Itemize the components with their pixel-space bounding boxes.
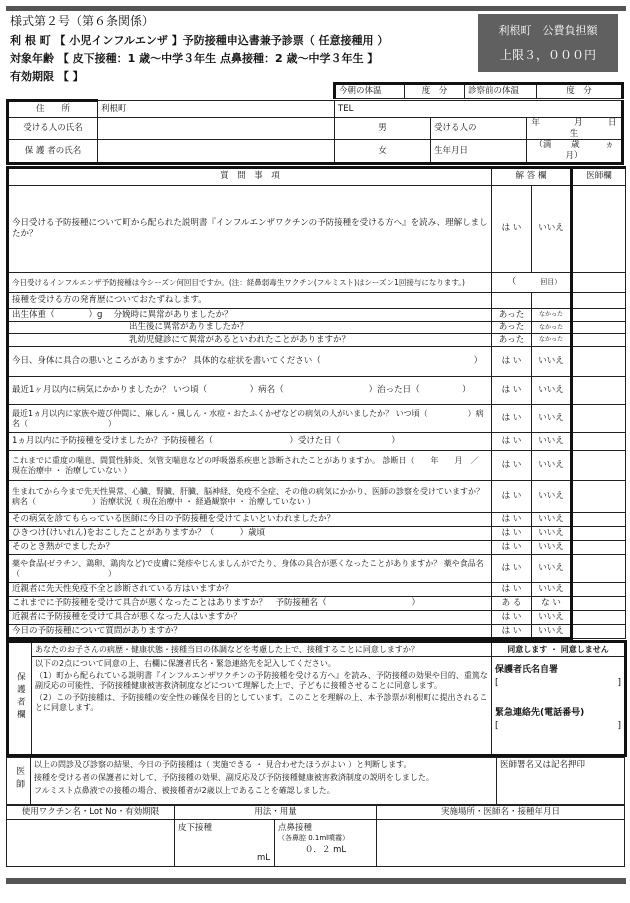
question-row xyxy=(8,527,626,541)
doctor-note-cell[interactable] xyxy=(572,273,626,293)
doctor-note-cell[interactable] xyxy=(572,541,626,555)
answer-option-a[interactable]: は い xyxy=(492,347,532,377)
emergency-contact-label: 緊急連絡先(電話番号) xyxy=(495,707,585,718)
answer-option-b[interactable]: いいえ xyxy=(532,481,572,513)
consent-answer[interactable]: 同意します ・ 同意しません xyxy=(492,642,626,657)
doctor-note-cell[interactable] xyxy=(572,309,626,322)
doctor-table xyxy=(6,757,625,805)
bottom-bar xyxy=(6,878,626,884)
question-row xyxy=(8,625,626,639)
question-text: ひきつけ(けいれん)をおこしたことがありますか？（ ）歳頃 xyxy=(8,527,492,541)
doctor-note-cell[interactable] xyxy=(572,347,626,377)
doctor-note-cell[interactable] xyxy=(572,611,626,625)
question-row xyxy=(8,377,626,405)
answer-option-b[interactable]: いいえ xyxy=(532,347,572,377)
answer-option-a[interactable]: は い xyxy=(492,611,532,625)
expiry: 有効期限 【 】 xyxy=(10,70,84,83)
guardian-table xyxy=(6,640,627,757)
guardian-label: 保 護 者の氏名 xyxy=(8,140,98,163)
question-row xyxy=(8,322,626,334)
question-text: 薬や食品(ゼラチン、鶏卵、鶏肉など)で皮膚に発疹やじんましんがでたり、身体の具合が悪くなったことがありますか？ 薬や食品名（ ） xyxy=(8,555,492,583)
answer-option-a[interactable]: は い xyxy=(492,185,532,272)
subq-ml[interactable]: mL xyxy=(256,853,270,864)
dosage-header: 用法・用量 xyxy=(175,806,377,820)
birth-day: 日生 xyxy=(569,118,617,139)
doctor-note-cell[interactable] xyxy=(572,185,626,272)
question-text: 出生体重（ ）g 分娩時に異常がありましたか？ xyxy=(8,309,492,322)
guardian-field[interactable] xyxy=(98,140,335,163)
min-label: 分 xyxy=(438,86,448,97)
answer-option-b[interactable]: いいえ xyxy=(532,185,572,272)
answer-option-a[interactable]: あった xyxy=(492,334,532,347)
question-text: 近親者に先天性免疫不全と診断されている方はいますか？ xyxy=(8,583,492,597)
question-row xyxy=(8,583,626,597)
deg-label: 度 xyxy=(421,86,431,97)
answer-option-b[interactable]: いいえ xyxy=(532,513,572,527)
question-text: 乳幼児健診にて異常があるといわれたことがありますか？ xyxy=(8,334,492,347)
doctor-header: 医師欄 xyxy=(572,168,626,186)
doctor-note-cell[interactable] xyxy=(572,481,626,513)
question-text: 生まれてから今まで先天性異常、心臓、腎臓、肝臓、脳神経、免疫不全症、その他の病気にかかり、医師の診察を受けていますか？ 病名（ ）治療状況（ 現在治療中 ・ 経過観察中 ・ 治療していない ） xyxy=(8,481,492,513)
question-row xyxy=(8,334,626,347)
question-row xyxy=(8,405,626,433)
birth-label-1: 受ける人の xyxy=(431,118,527,140)
doctor-note-cell[interactable] xyxy=(572,293,626,309)
guardian-sign-label: 保護者氏名自署 xyxy=(495,665,559,675)
address-label: 住 所 xyxy=(8,101,98,118)
doctor-judgement[interactable]: 以上の問診及び診察の結果、今日の予防接種は（ 実施できる ・ 見合わせたほうがよい ）と判断します。 xyxy=(34,760,412,769)
answer-option-b[interactable]: 回目） xyxy=(532,273,572,293)
name-field[interactable] xyxy=(98,118,335,140)
answer-option-b[interactable]: いいえ xyxy=(532,583,572,597)
answer-option-a[interactable]: あった xyxy=(492,309,532,322)
subsidy-amount: 上限３，０００円 xyxy=(499,48,596,62)
question-text: 接種を受ける方の発育歴についておたずねします。 xyxy=(8,293,492,309)
consent-question: あなたのお子さんの病歴・健康状態・接種当日の体調などを考慮した上で、接種することに同意しますか？ xyxy=(32,642,492,657)
site-field[interactable] xyxy=(377,820,625,867)
answer-option-b[interactable]: なかった xyxy=(532,309,572,322)
doctor-note-cell[interactable] xyxy=(572,334,626,347)
answer-option-b xyxy=(532,293,572,309)
answer-option-a[interactable]: は い xyxy=(492,405,532,433)
answer-option-a[interactable]: あ る xyxy=(492,597,532,611)
doctor-note-cell[interactable] xyxy=(572,451,626,481)
form-number: 様式第２号（第６条関係） xyxy=(10,14,155,28)
question-text: 今日、身体に具合の悪いところがありますか？ 具体的な症状を書いてください（ ） xyxy=(8,347,492,377)
guardian-section-label: 保護者欄 xyxy=(15,671,26,722)
question-text: 最近1ヵ月以内に家族や遊び仲間に、麻しん・風しん・水痘・おたふくかぜなどの病気の人がいましたか？ いつ頃（ ）病名（ ） xyxy=(8,405,492,433)
question-text: そのとき熱がでましたか？ xyxy=(8,541,492,555)
answer-option-b[interactable]: な い xyxy=(532,597,572,611)
answer-option-b[interactable]: いいえ xyxy=(532,625,572,639)
question-row xyxy=(8,185,626,272)
nasal-dose: ０．２ mL xyxy=(304,845,347,856)
birth-year: 年 xyxy=(531,118,540,128)
age-text: （満 歳 ヵ月） xyxy=(527,140,623,163)
questions-table xyxy=(6,166,626,640)
question-row xyxy=(8,541,626,555)
doctor-note-cell[interactable] xyxy=(572,555,626,583)
male-option[interactable]: 男 xyxy=(335,118,431,140)
min-label-2: 分 xyxy=(583,86,592,97)
answer-option-b[interactable]: いいえ xyxy=(532,377,572,405)
doctor-signature[interactable]: 医師署名又は記名押印 xyxy=(497,758,625,805)
doctor-note-cell[interactable] xyxy=(572,597,626,611)
answer-option-b[interactable]: いいえ xyxy=(532,555,572,583)
answer-option-a[interactable]: は い xyxy=(492,527,532,541)
answer-option-a[interactable]: は い xyxy=(492,481,532,513)
question-row xyxy=(8,273,626,293)
tel-label[interactable]: TEL xyxy=(335,101,623,118)
target-age: 対象年齢 【 皮下接種：1 歳～中学３年生 点鼻接種：2 歳～中学３年生 】 xyxy=(10,52,379,65)
answer-option-a[interactable]: は い xyxy=(492,625,532,639)
consent-item-1: （1）町から配られている説明書『インフルエンザワクチンの予防接種を受ける方へ』を読み、予防接種の効果や目的、重篤な副反応の可能性、予防接種健康被害救済制度などについて理解した上で、子どもに接種させることに同意します。 xyxy=(35,671,488,690)
question-row xyxy=(8,481,626,513)
question-row xyxy=(8,611,626,625)
answer-option-a[interactable]: は い xyxy=(492,541,532,555)
answer-option-b[interactable]: いいえ xyxy=(532,451,572,481)
vaccine-table xyxy=(6,805,625,867)
public-subsidy-box xyxy=(478,14,618,72)
form-title: 利 根 町 【 小児インフルエンザ 】予防接種申込書兼予診票（ 任意接種用 ） xyxy=(10,34,389,47)
consent-item-2: （2）この予防接種は、予防接種の安全性の確保を目的としています。このことを理解の上、本予診票が利根町に提出されることに同意します。 xyxy=(35,693,488,712)
doctor-note-cell[interactable] xyxy=(572,322,626,334)
temp-today-label: 今朝の体温 xyxy=(335,84,405,99)
answer-option-a[interactable]: あった xyxy=(492,322,532,334)
answer-option-b[interactable]: いいえ xyxy=(532,541,572,555)
emergency-contact-field[interactable]: [ ] xyxy=(495,720,621,731)
doctor-explained: 接種を受ける者の保護者に対して、予防接種の効果、副反応及び予防接種健康被害救済制度の説明をしました。 xyxy=(34,773,434,782)
answer-option-b[interactable]: いいえ xyxy=(532,405,572,433)
answer-option-a xyxy=(492,293,532,309)
temp-exam-label: 診察前の体温 xyxy=(465,84,537,99)
question-row xyxy=(8,293,626,309)
question-row xyxy=(8,555,626,583)
doctor-nasal-check: フルミスト点鼻液での接種の場合、被接種者が2歳以上であることを確認しました。 xyxy=(34,786,335,795)
answer-option-a[interactable]: は い xyxy=(492,451,532,481)
female-option[interactable]: 女 xyxy=(335,140,431,163)
question-row xyxy=(8,347,626,377)
question-text: その病気を診てもらっている医師に今日の予防接種を受けてよいといわれましたか？ xyxy=(8,513,492,527)
question-text: これまでに予防接種を受けて具合が悪くなったことはありますか？ 予防接種名（ ） xyxy=(8,597,492,611)
answer-option-a[interactable]: は い xyxy=(492,433,532,451)
answer-option-b[interactable]: なかった xyxy=(532,322,572,334)
vaccine-name-header: 使用ワクチン名・Lot No・有効期限 xyxy=(7,806,175,820)
question-text: 今日受けるインフルエンザ予防接種は今シーズン何回目ですか。(注：経鼻弱毒生ワクチン(フルミスト)はシーズン1回接与になります。) xyxy=(8,273,492,293)
answer-option-a[interactable]: は い xyxy=(492,583,532,597)
doctor-note-cell[interactable] xyxy=(572,405,626,433)
guardian-sign-field[interactable]: [ ] xyxy=(495,678,621,689)
birth-label-2: 生年月日 xyxy=(431,140,527,163)
doctor-note-cell[interactable] xyxy=(572,583,626,597)
question-text: 出生後に異常がありましたか？ xyxy=(8,322,492,334)
address-value[interactable]: 利根町 xyxy=(98,101,335,118)
answer-option-b[interactable]: いいえ xyxy=(532,611,572,625)
answers-header: 解 答 欄 xyxy=(492,168,572,186)
doctor-note-cell[interactable] xyxy=(572,625,626,639)
question-text: これまでに重度の喘息、間質性肺炎、気管支喘息などの呼吸器系疾患と診断されたことがありますか。 診断日（ 年 月 ／ 現在治療中 ・ 治療していない ） xyxy=(8,451,492,481)
answer-option-a[interactable]: は い xyxy=(492,377,532,405)
doctor-note-cell[interactable] xyxy=(572,377,626,405)
doctor-note-cell[interactable] xyxy=(572,433,626,451)
question-text: 1ヵ月以内に予防接種を受けましたか？予防接種名（ ）受けた日（ ） xyxy=(8,433,492,451)
answer-option-b[interactable]: いいえ xyxy=(532,527,572,541)
birth-month: 月 xyxy=(573,118,583,128)
answer-option-a[interactable]: は い xyxy=(492,513,532,527)
subsidy-label: 利根町 公費負担額 xyxy=(498,24,598,37)
answer-option-b[interactable]: いいえ xyxy=(532,433,572,451)
question-row xyxy=(8,309,626,322)
question-row xyxy=(8,513,626,527)
question-text: 近親者に予防接種を受けて具合が悪くなった人はいますか？ xyxy=(8,611,492,625)
nasal-note: （各鼻腔 0.1ml噴霧） xyxy=(278,833,350,842)
top-bar xyxy=(6,6,626,11)
doctor-note-cell[interactable] xyxy=(572,527,626,541)
temperature-table xyxy=(333,82,624,99)
questions-header: 質 問 事 項 xyxy=(8,168,492,186)
question-text: 今日受ける予防接種について町から配られた説明書『インフルエンザワクチンの予防接種を受ける方へ』を読み、理解しましたか？ xyxy=(8,185,492,272)
personal-info-table xyxy=(6,99,624,165)
consent-intro: 以下の2点について同意の上、右欄に保護者氏名・緊急連絡先を記入してください。 xyxy=(35,659,336,668)
answer-option-a[interactable]: （ xyxy=(492,273,532,293)
question-row xyxy=(8,433,626,451)
subq-label: 皮下接種 xyxy=(178,823,213,833)
answer-option-a[interactable]: は い xyxy=(492,555,532,583)
vaccine-name-field[interactable] xyxy=(7,820,175,867)
name-label: 受ける人の氏名 xyxy=(8,118,98,140)
question-row xyxy=(8,597,626,611)
doctor-section-label: 医師 xyxy=(14,766,25,793)
question-text: 最近1ヶ月以内に病気にかかりましたか？ いつ頃（ ）病名（ ）治った日（ ） xyxy=(8,377,492,405)
answer-option-b[interactable]: なかった xyxy=(532,334,572,347)
doctor-note-cell[interactable] xyxy=(572,513,626,527)
question-row xyxy=(8,451,626,481)
nasal-label: 点鼻接種 xyxy=(278,823,313,833)
site-header: 実施場所・医師名・接種年月日 xyxy=(377,806,625,820)
question-text: 今日の予防接種について質問がありますか？ xyxy=(8,625,492,639)
deg-label-2: 度 xyxy=(566,86,575,97)
